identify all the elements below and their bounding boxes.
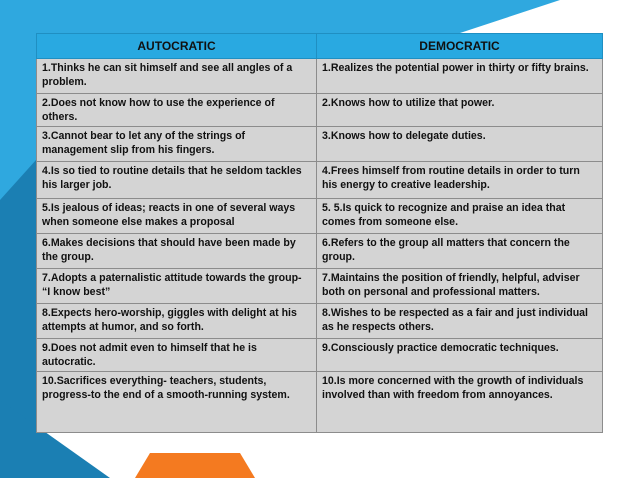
table-row — [37, 94, 603, 127]
comparison-table-container — [36, 33, 602, 433]
autocratic-cell: 7.Adopts a paternalistic attitude towards the group- “I know best” — [37, 269, 317, 304]
democratic-cell: 2.Knows how to utilize that power. — [317, 94, 603, 127]
democratic-cell: 1.Realizes the potential power in thirty or fifty brains. — [317, 59, 603, 94]
header-democratic: DEMOCRATIC — [317, 34, 603, 59]
bottom-orange-shape — [135, 453, 255, 478]
table-row — [37, 339, 603, 372]
democratic-cell: 10.Is more concerned with the growth of individuals involved than with freedom from annoyances. — [317, 372, 603, 433]
democratic-cell: 8.Wishes to be respected as a fair and just individual as he respects others. — [317, 304, 603, 339]
table-row — [37, 162, 603, 199]
table-row — [37, 372, 603, 433]
autocratic-cell: 9.Does not admit even to himself that he is autocratic. — [37, 339, 317, 372]
autocratic-cell: 8.Expects hero-worship, giggles with delight at his attempts at humor, and so forth. — [37, 304, 317, 339]
democratic-cell: 7.Maintains the position of friendly, helpful, adviser both on personal and professional matters. — [317, 269, 603, 304]
autocratic-cell: 1.Thinks he can sit himself and see all angles of a problem. — [37, 59, 317, 94]
table-row — [37, 269, 603, 304]
autocratic-cell: 3.Cannot bear to let any of the strings of management slip from his fingers. — [37, 127, 317, 162]
table-row — [37, 127, 603, 162]
table-header-row — [37, 34, 603, 59]
democratic-cell: 9.Consciously practice democratic techniques. — [317, 339, 603, 372]
top-blue-shape — [0, 0, 560, 33]
autocratic-cell: 10.Sacrifices everything- teachers, students, progress-to the end of a smooth-running system. — [37, 372, 317, 433]
democratic-cell: 6.Refers to the group all matters that concern the group. — [317, 234, 603, 269]
autocratic-cell: 2.Does not know how to use the experience of others. — [37, 94, 317, 127]
leadership-comparison-table — [36, 33, 603, 433]
table-row — [37, 199, 603, 234]
autocratic-cell: 5.Is jealous of ideas; reacts in one of several ways when someone else makes a proposal — [37, 199, 317, 234]
table-row — [37, 234, 603, 269]
democratic-cell: 3.Knows how to delegate duties. — [317, 127, 603, 162]
autocratic-cell: 6.Makes decisions that should have been made by the group. — [37, 234, 317, 269]
header-autocratic: AUTOCRATIC — [37, 34, 317, 59]
table-row — [37, 304, 603, 339]
democratic-cell: 5. 5.Is quick to recognize and praise an idea that comes from someone else. — [317, 199, 603, 234]
table-row — [37, 59, 603, 94]
autocratic-cell: 4.Is so tied to routine details that he seldom tackles his larger job. — [37, 162, 317, 199]
democratic-cell: 4.Frees himself from routine details in order to turn his energy to creative leadership. — [317, 162, 603, 199]
